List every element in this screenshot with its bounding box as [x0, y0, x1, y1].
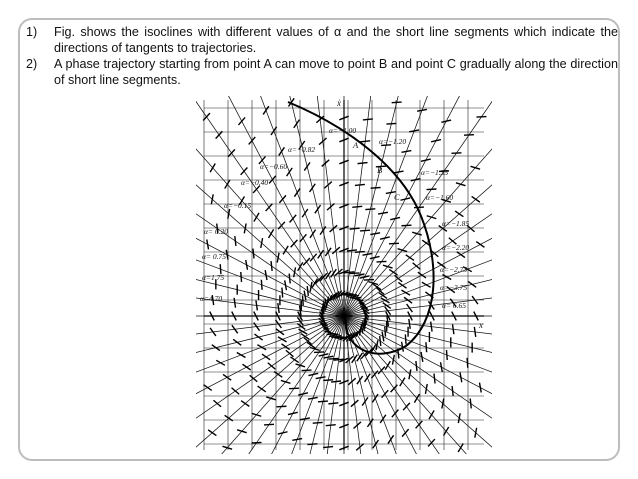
tangent-segment [278, 337, 287, 342]
tangent-segment [475, 428, 477, 438]
tangent-segment [414, 394, 419, 403]
tangent-segment [357, 353, 363, 361]
tangent-segment [243, 364, 251, 370]
isocline-label: α= 6.65 [442, 301, 466, 310]
tangent-segment [223, 374, 231, 380]
tangent-segment [405, 334, 406, 344]
tangent-segment [313, 422, 323, 423]
tangent-segment [471, 166, 481, 169]
tangent-segment [328, 403, 338, 404]
tangent-segment [207, 240, 209, 250]
tangent-segment [352, 355, 358, 363]
tangent-segment [326, 425, 336, 426]
tangent-segment [355, 184, 365, 185]
tangent-segment [282, 288, 283, 298]
tangent-segment [237, 352, 246, 357]
tangent-segment [261, 238, 263, 248]
tangent-segment [476, 242, 484, 248]
tangent-segment [289, 274, 290, 284]
tangent-segment [266, 397, 276, 400]
tangent-segment [244, 224, 246, 234]
tangent-segment [323, 380, 333, 381]
tangent-segment [234, 298, 235, 308]
tangent-segment [261, 280, 262, 290]
tangent-segment [302, 209, 308, 217]
tangent-segment [211, 194, 213, 204]
tangent-segment [263, 106, 269, 114]
tangent-segment [310, 184, 316, 192]
tangent-segment [464, 135, 474, 136]
tangent-segment [252, 442, 262, 443]
tangent-segment [241, 272, 242, 282]
tangent-segment [237, 430, 247, 433]
tangent-segment [453, 324, 454, 334]
tangent-segment [246, 260, 248, 270]
tangent-segment [392, 102, 402, 103]
tangent-segment [402, 429, 409, 437]
isocline-label: α= 0.75 [202, 252, 226, 261]
tangent-segment [446, 350, 447, 360]
tangent-segment [401, 225, 411, 226]
tangent-segment [323, 356, 333, 358]
tangent-segment [427, 216, 437, 219]
tangent-segment [455, 211, 463, 217]
tangent-segment [383, 303, 391, 309]
tangent-segment [252, 413, 262, 416]
isocline-label: α=4.70 [200, 294, 223, 303]
tangent-segment [225, 180, 230, 189]
tangent-segment [302, 295, 303, 305]
tangent-segment [281, 380, 291, 383]
tangent-segment [303, 258, 310, 265]
tangent-segment [320, 226, 326, 234]
tangent-segment [380, 336, 381, 346]
tangent-segment [318, 401, 328, 402]
tangent-segment [409, 319, 410, 329]
tangent-segment [347, 250, 357, 251]
tangent-segment [279, 195, 286, 203]
tangent-segment [385, 361, 390, 370]
tangent-segment [278, 303, 279, 313]
tangent-segment [308, 397, 318, 399]
tangent-segment [290, 357, 298, 363]
tangent-segment [350, 273, 360, 274]
tangent-segment [307, 444, 317, 445]
tangent-segment [429, 411, 434, 420]
tangent-segment [233, 339, 241, 345]
tangent-segment [456, 183, 466, 186]
tangent-segment [310, 254, 317, 262]
isocline-label: α= 0.20 [204, 227, 228, 236]
tangent-segment [476, 117, 486, 118]
tangent-segment [392, 410, 399, 418]
tangent-segment [310, 230, 316, 238]
tangent-segment [294, 267, 296, 277]
isocline-diagram [196, 96, 492, 454]
tangent-segment [241, 401, 249, 407]
tangent-segment [431, 322, 432, 332]
tangent-segment [365, 374, 371, 382]
isocline-label: α=−1.60 [426, 193, 454, 202]
tangent-segment [208, 430, 216, 436]
tangent-segment [458, 413, 460, 423]
tangent-segment [444, 427, 449, 436]
tangent-segment [304, 291, 306, 301]
tangent-segment [265, 270, 267, 280]
tangent-segment [300, 234, 307, 242]
tangent-segment [385, 327, 386, 337]
isocline-label: α=−0.82 [288, 145, 316, 154]
tangent-segment [451, 153, 461, 154]
tangent-segment [326, 271, 332, 279]
tangent-segment [327, 334, 337, 335]
tangent-segment [355, 252, 365, 253]
tangent-segment [442, 399, 444, 409]
tangent-segment [285, 280, 287, 290]
point-c-label: C [394, 192, 400, 202]
tangent-segment [378, 212, 388, 214]
tangent-segment [428, 439, 435, 446]
note-number: 1) [26, 25, 38, 39]
tangent-segment [216, 131, 223, 138]
isocline-label: α=−0.15 [224, 201, 252, 210]
tangent-segment [434, 374, 435, 384]
tangent-segment [386, 123, 396, 124]
tangent-segment [409, 130, 419, 132]
tangent-segment [289, 388, 299, 389]
isocline-label: α=−0.60 [260, 162, 288, 171]
tangent-segment [294, 120, 300, 128]
tangent-segment [417, 109, 427, 111]
note-item [26, 24, 618, 56]
tangent-segment [262, 354, 270, 360]
tangent-segment [277, 406, 287, 407]
tangent-segment [352, 298, 362, 299]
tangent-segment [416, 421, 423, 428]
tangent-segment [468, 281, 476, 287]
tangent-segment [398, 282, 406, 288]
tangent-segment [318, 250, 324, 258]
tangent-segment [382, 332, 384, 342]
tangent-segment [258, 386, 266, 392]
tangent-segment [426, 342, 427, 352]
tangent-segment [331, 381, 341, 382]
tangent-segment [414, 207, 424, 208]
tangent-segment [364, 280, 374, 281]
tangent-segment [352, 206, 362, 207]
isocline-label: α=−1.35 [421, 168, 449, 177]
tangent-segment [210, 164, 215, 173]
tangent-segment [372, 394, 378, 402]
note-number: 2) [26, 57, 38, 71]
tangent-segment [376, 340, 378, 350]
isocline-label: α=−1.85 [442, 219, 470, 228]
note-item [26, 56, 618, 88]
tangent-segment [274, 372, 282, 378]
note-text: A phase trajectory starting from point A can move to point B and point C gradually along the direction of short line segments. [54, 57, 618, 87]
tangent-segment [228, 149, 235, 156]
tangent-segment [292, 439, 302, 441]
tangent-segment [279, 147, 285, 155]
isocline-label: α=−2.73 [440, 265, 468, 274]
tangent-segment [362, 253, 372, 255]
tangent-segment [266, 204, 273, 211]
tangent-segment [376, 261, 386, 262]
tangent-segment [290, 215, 297, 223]
tangent-segment [416, 361, 417, 371]
isocline-label: α=−2.20 [442, 243, 470, 252]
tangent-segment [283, 246, 288, 255]
tangent-segment [470, 399, 471, 409]
tangent-segment [323, 447, 333, 448]
tangent-segment [276, 329, 284, 335]
tangent-segment [223, 446, 233, 449]
tangent-segment [383, 265, 393, 268]
tangent-segment [216, 360, 225, 365]
tangent-segment [212, 345, 220, 351]
tangent-segment [401, 290, 410, 295]
tangent-segment [328, 358, 338, 359]
point-b-label: B [377, 165, 383, 175]
tangent-segment [254, 213, 259, 222]
tangent-segment [422, 282, 431, 287]
y-axis-label: ẋ [337, 98, 341, 108]
tangent-segment [291, 240, 298, 247]
tangent-segment [400, 378, 405, 387]
tangent-segment [460, 372, 462, 382]
tangent-segment [363, 119, 373, 120]
tangent-segment [409, 369, 411, 379]
tangent-segment [441, 362, 443, 372]
tangent-segment [371, 188, 381, 189]
isocline-label: α=1.75 [202, 273, 225, 282]
tangent-segment [304, 162, 310, 170]
tangent-segment [403, 403, 410, 410]
tangent-segment [362, 397, 368, 405]
note-text: Fig. shows the isoclines with different values of α and the short line segments which indicate the directions of tangents to trajectories. [54, 25, 618, 55]
tangent-segment [269, 176, 276, 184]
tangent-segment [388, 435, 394, 443]
isocline-label: α=−3.75 [440, 283, 468, 292]
tangent-segment [401, 151, 411, 153]
tangent-segment [355, 274, 365, 276]
tangent-segment [378, 367, 385, 374]
tangent-segment [426, 189, 436, 190]
tangent-segment [472, 196, 480, 202]
tangent-segment [256, 300, 257, 310]
isocline-label: α=−0.40 [241, 178, 269, 187]
tangent-segment [406, 255, 414, 261]
tangent-segment [241, 167, 248, 174]
tangent-segment [474, 327, 475, 337]
tangent-segment [382, 390, 389, 398]
point-a-label: A [353, 140, 359, 150]
tangent-segment [315, 205, 321, 213]
tangent-segment [307, 286, 308, 296]
axes [204, 100, 484, 450]
tangent-segment [394, 171, 404, 173]
tangent-segment [204, 385, 212, 391]
tangent-segment [281, 344, 289, 350]
tangent-segment [257, 345, 266, 350]
tangent-segment [302, 370, 312, 371]
tangent-segment [253, 249, 254, 259]
tangent-segment [391, 385, 398, 392]
tangent-segment [479, 383, 481, 393]
tangent-segment [300, 418, 310, 420]
tangent-segment [418, 272, 426, 278]
tangent-segment [421, 352, 423, 362]
tangent-segment [360, 230, 370, 231]
tangent-segment [235, 236, 236, 246]
tangent-segment [268, 229, 273, 238]
tangent-segment [365, 209, 375, 210]
isocline-label: α=−1.20 [379, 137, 407, 146]
notes-list [26, 24, 618, 88]
isocline-label: α=−1.00 [329, 126, 357, 135]
tangent-segment [389, 243, 399, 244]
tangent-segment [358, 163, 368, 164]
tangent-segment [287, 168, 293, 176]
tangent-segment [457, 252, 465, 258]
tangent-segment [398, 249, 408, 252]
tangent-segment [255, 334, 263, 340]
tangent-segment [357, 376, 363, 384]
tangent-segment [381, 298, 390, 303]
tangent-segment [297, 324, 305, 330]
tangent-segment [238, 117, 245, 125]
x-axis-label: x [479, 320, 483, 330]
tangent-segment [314, 352, 324, 353]
tangent-segment [458, 443, 463, 452]
tangent-segment [360, 141, 370, 142]
isocline-figure [196, 96, 492, 454]
tangent-segment [452, 386, 453, 396]
tangent-segment [425, 384, 427, 394]
tangent-segment [294, 188, 300, 196]
tangent-segment [271, 261, 272, 271]
tangent-segment [380, 415, 386, 423]
tangent-segment [467, 358, 468, 368]
tangent-segment [264, 424, 274, 425]
tangent-segment [310, 282, 312, 292]
tangent-segment [277, 253, 279, 263]
tangent-segment [392, 355, 394, 365]
